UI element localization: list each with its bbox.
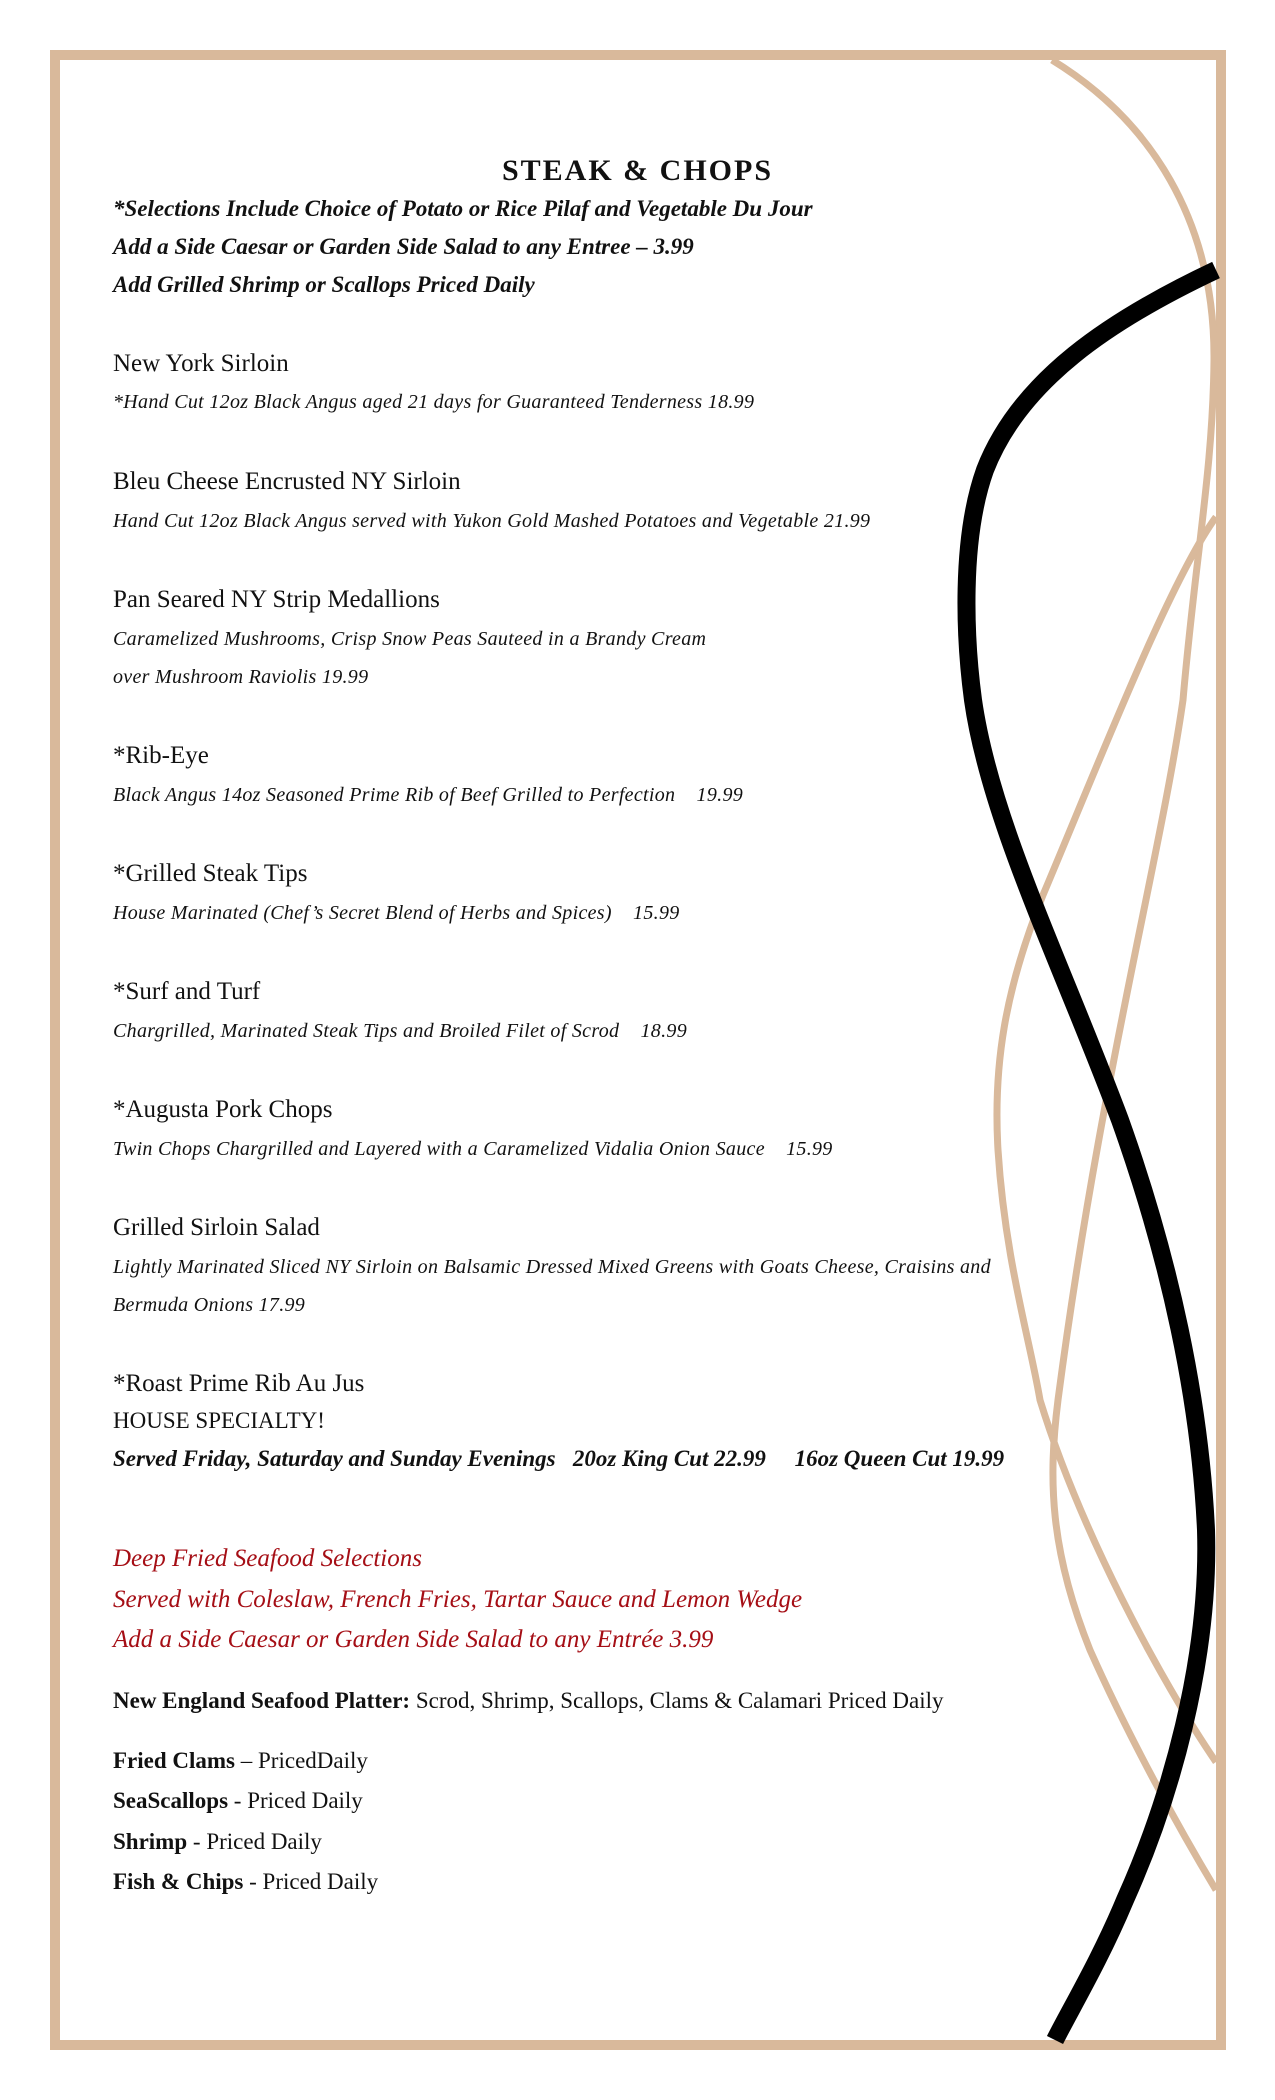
seafood-item — [113, 1870, 378, 1893]
menu-item-desc: Lightly Marinated Sliced NY Sirloin on Balsamic Dressed Mixed Greens with Goats Cheese, Craisins and — [113, 1256, 991, 1278]
menu-item-desc: House Marinated (Chef’s Secret Blend of Herbs and Spices) 15.99 — [113, 902, 680, 924]
menu-item-desc: Bermuda Onions 17.99 — [113, 1294, 306, 1316]
menu-item-name: *Grilled Steak Tips — [113, 860, 308, 887]
seafood-item — [113, 1749, 368, 1772]
seafood-salad-note: Add a Side Caesar or Garden Side Salad to any Entrée 3.99 — [113, 1626, 714, 1653]
menu-item-desc: Hand Cut 12oz Black Angus served with Yukon Gold Mashed Potatoes and Vegetable 21.99 — [113, 510, 871, 532]
seafood-platter — [113, 1689, 943, 1712]
separator: – — [235, 1748, 259, 1773]
seafood-item-name: Shrimp — [113, 1829, 188, 1854]
menu-item-desc: Caramelized Mushrooms, Crisp Snow Peas Sauteed in a Brandy Cream — [113, 628, 707, 650]
menu-item-desc: *Hand Cut 12oz Black Angus aged 21 days for Guaranteed Tenderness 18.99 — [113, 391, 755, 413]
menu-item-name: *Rib-Eye — [113, 742, 209, 769]
seafood-item-name: Fish & Chips — [113, 1869, 244, 1894]
separator: - — [228, 1788, 248, 1813]
menu-item-name: Pan Seared NY Strip Medallions — [113, 586, 440, 613]
seafood-platter-desc: Scrod, Shrimp, Scallops, Clams & Calamari Priced Daily — [410, 1688, 944, 1713]
separator: - — [243, 1869, 263, 1894]
seafood-platter-name: New England Seafood Platter: — [113, 1688, 411, 1713]
section-title: STEAK & CHOPS — [501, 154, 774, 187]
seafood-item-price: PricedDaily — [258, 1748, 368, 1773]
menu-item-desc: Twin Chops Chargrilled and Layered with a Caramelized Vidalia Onion Sauce 15.99 — [113, 1138, 833, 1160]
menu-item-desc: Black Angus 14oz Seasoned Prime Rib of Beef Grilled to Perfection 19.99 — [113, 784, 744, 806]
prime-rib-name: *Roast Prime Rib Au Jus — [113, 1370, 365, 1397]
separator: - — [187, 1829, 207, 1854]
menu-item-desc: Chargrilled, Marinated Steak Tips and Broiled Filet of Scrod 18.99 — [113, 1020, 687, 1042]
seafood-item-name: Fried Clams — [113, 1748, 236, 1773]
note-selections: *Selections Include Choice of Potato or Rice Pilaf and Vegetable Du Jour — [113, 196, 813, 221]
seafood-item-price: Priced Daily — [262, 1869, 379, 1894]
menu-item-desc: over Mushroom Raviolis 19.99 — [113, 666, 369, 688]
seafood-item-price: Priced Daily — [206, 1829, 322, 1854]
note-side-salad: Add a Side Caesar or Garden Side Salad to any Entree – 3.99 — [113, 234, 694, 259]
prime-rib-details: Served Friday, Saturday and Sunday Evenings 20oz King Cut 22.99 16oz Queen Cut 19.99 — [113, 1446, 1005, 1471]
house-specialty-tag: HOUSE SPECIALTY! — [113, 1408, 325, 1433]
seafood-item — [113, 1789, 363, 1812]
menu-item-name: New York Sirloin — [113, 350, 289, 377]
seafood-header: Deep Fried Seafood Selections — [113, 1545, 422, 1572]
menu-item-name: *Surf and Turf — [113, 978, 261, 1005]
menu-item-name: Grilled Sirloin Salad — [113, 1214, 320, 1241]
seafood-item — [113, 1830, 322, 1853]
menu-item-name: *Augusta Pork Chops — [113, 1096, 333, 1123]
seafood-item-price: Priced Daily — [247, 1788, 363, 1813]
seafood-item-name: SeaScallops — [113, 1788, 229, 1813]
note-add-shrimp: Add Grilled Shrimp or Scallops Priced Daily — [113, 272, 535, 297]
seafood-sides-note: Served with Coleslaw, French Fries, Tartar Sauce and Lemon Wedge — [113, 1586, 803, 1613]
menu-item-name: Bleu Cheese Encrusted NY Sirloin — [113, 468, 461, 495]
